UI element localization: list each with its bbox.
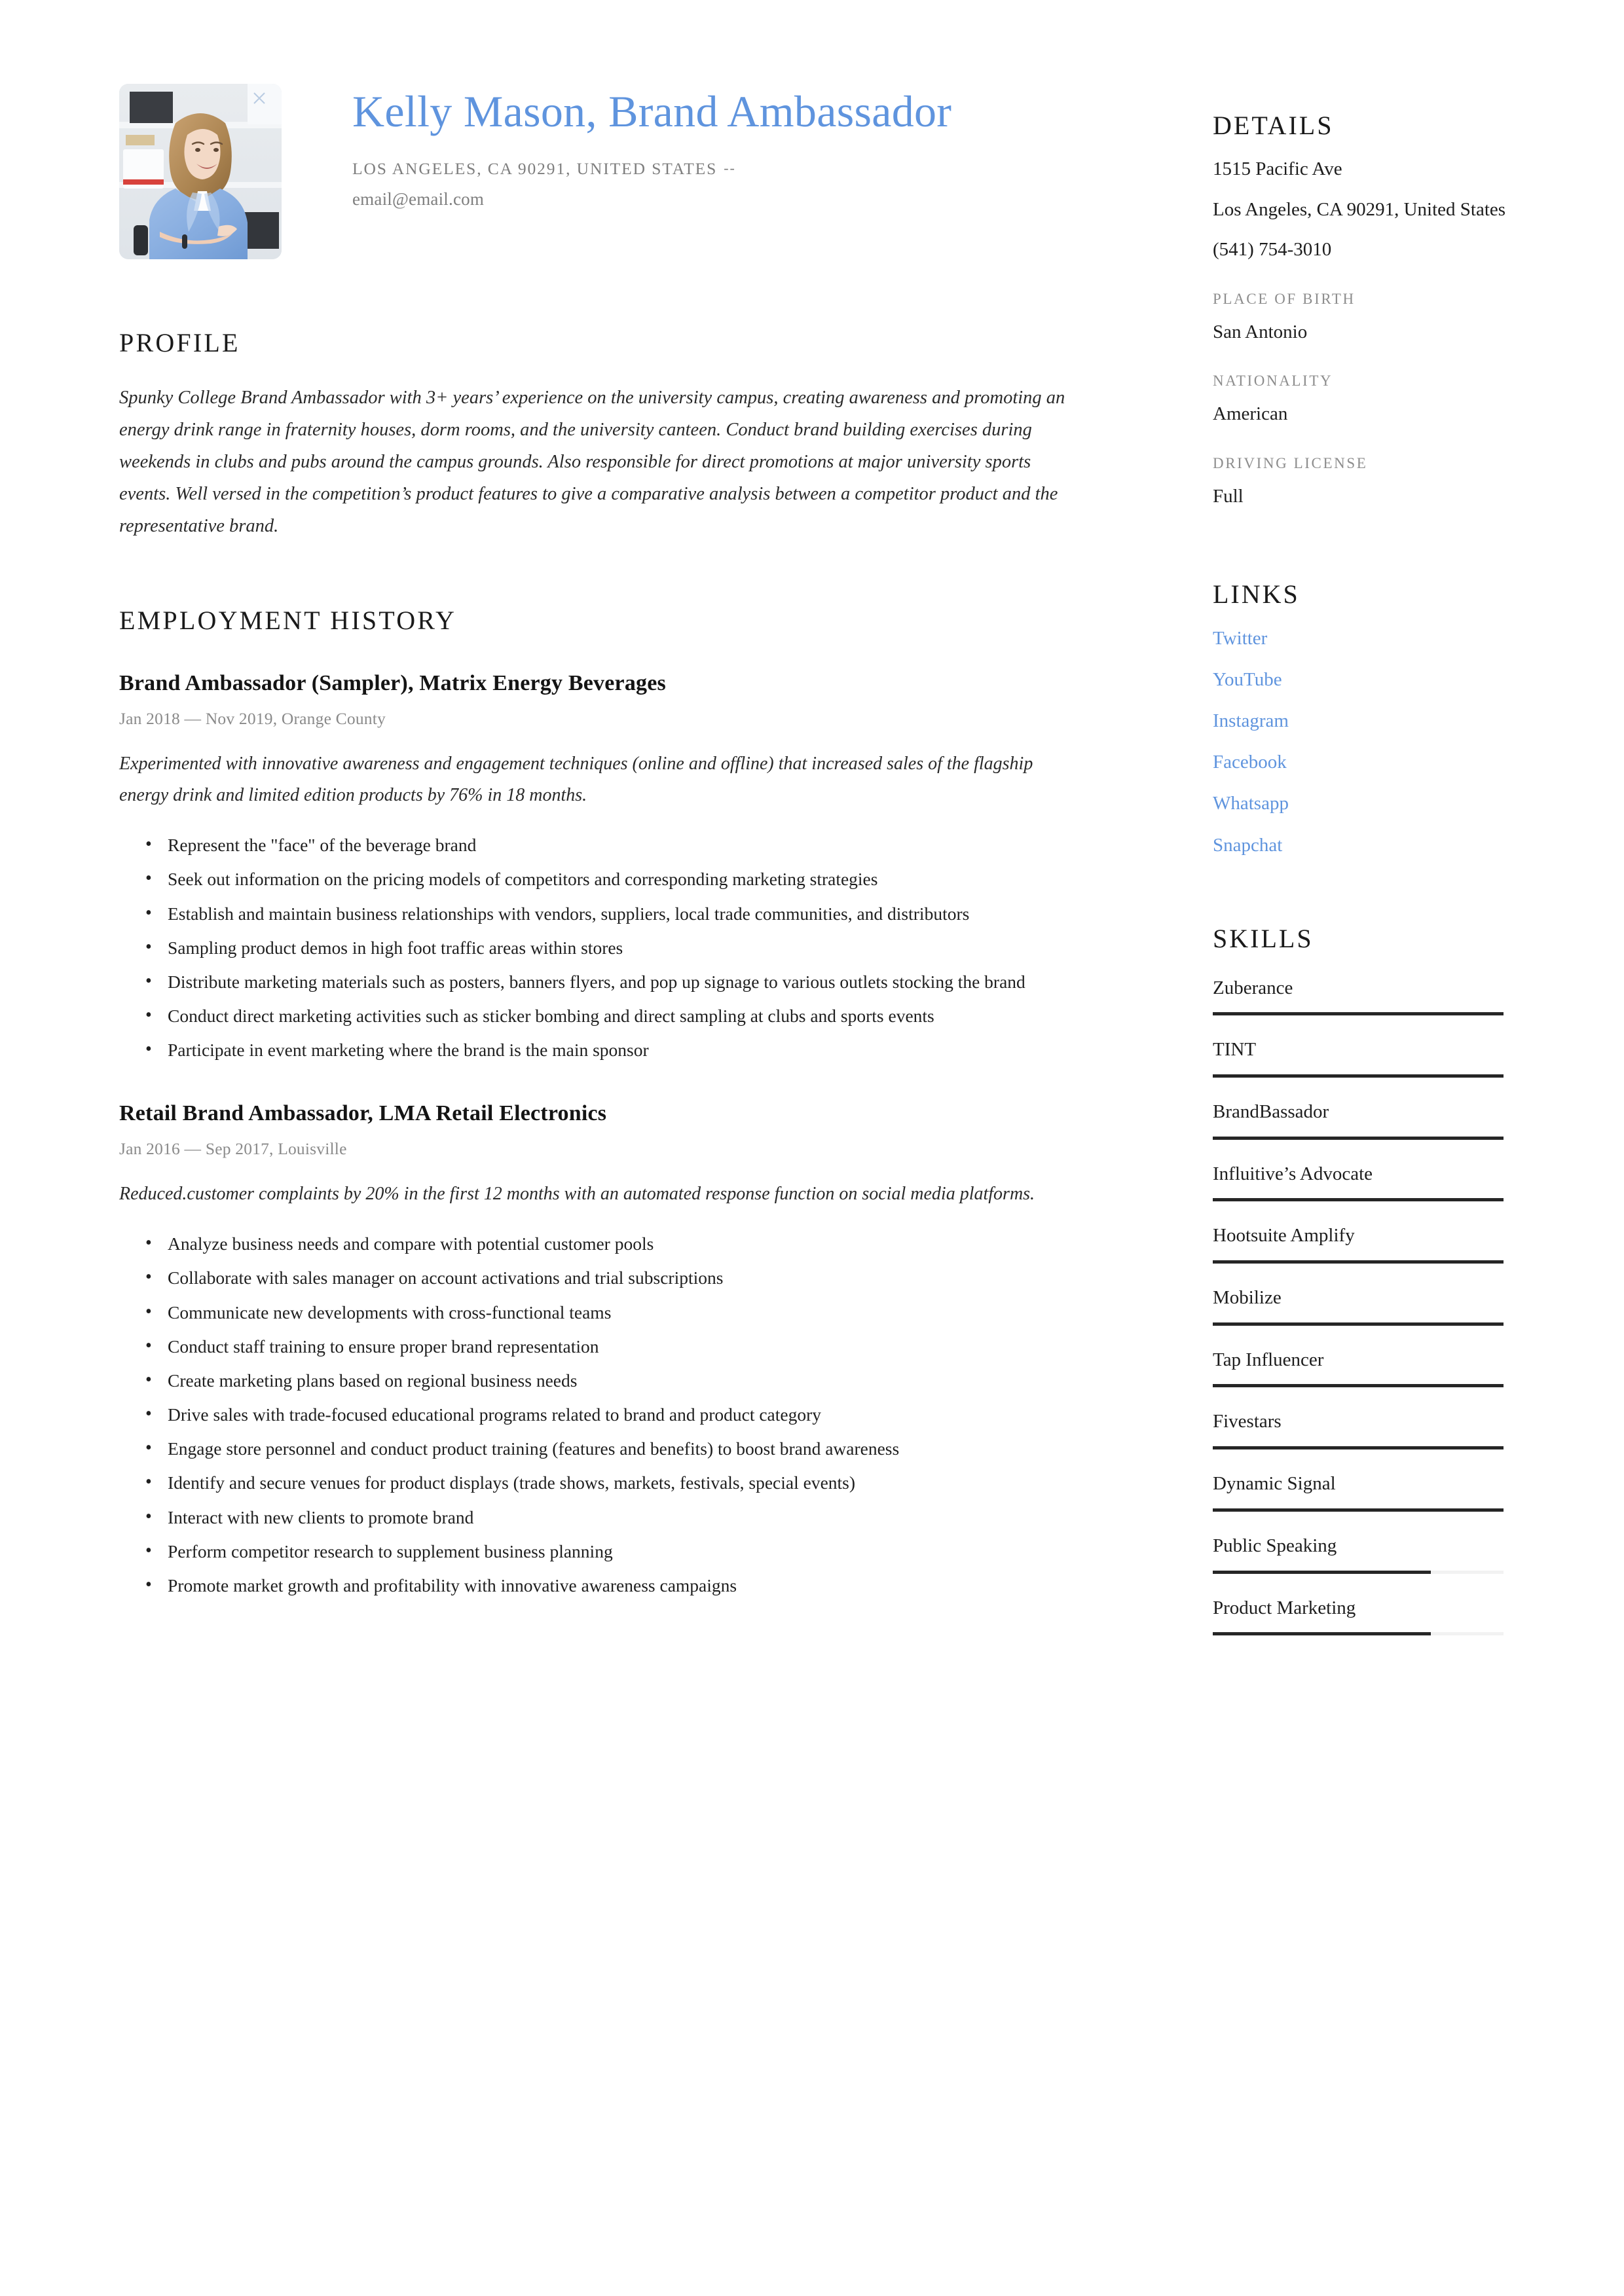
place-of-birth-value: San Antonio (1213, 321, 1308, 342)
job-entry (119, 671, 1088, 1066)
contact-line (352, 155, 942, 215)
link-facebook[interactable]: Facebook (1213, 752, 1287, 773)
nationality-value: American (1213, 403, 1288, 424)
link-youtube[interactable]: YouTube (1213, 669, 1282, 691)
skill-name: Influitive’s Advocate (1213, 1163, 1373, 1184)
skills-section (1213, 923, 1506, 1636)
page-title: Kelly Mason, Brand Ambassador (352, 86, 952, 136)
bullet-item: • Drive sales with trade-focused educational programs related to brand and product category (155, 1400, 1084, 1430)
skill-row (1213, 1162, 1506, 1202)
skills-list (1213, 976, 1506, 1636)
details-heading: DETAILS (1213, 111, 1334, 140)
skill-level-bar (1213, 1632, 1504, 1635)
skill-name: Fivestars (1213, 1411, 1282, 1432)
location-text: LOS ANGELES, CA 90291, UNITED STATES (352, 158, 718, 178)
skill-level-bar (1213, 1571, 1504, 1574)
job-entry (119, 1101, 1088, 1601)
bullet-item: • Conduct direct marketing activities such as sticker bombing and direct sampling at clubs and sports events (155, 1001, 1084, 1031)
skill-name: Product Marketing (1213, 1597, 1356, 1618)
profile-text: Spunky College Brand Ambassador with 3+ years’ experience on the university campus, creating awareness and promoting an energy drink range in fraternity houses, dorm rooms, and the university canteen. Conduct brand building exercises during weekends in clubs and pubs around the campus grounds. Also responsible for direct promotions at major university sports events. Well versed in the competition’s product features to give a comparative analysis between a competitor product and the representative brand. (119, 388, 1065, 537)
skills-heading: SKILLS (1213, 923, 1314, 953)
bullet-item: • Perform competitor research to supplement business planning (155, 1537, 1084, 1567)
skill-level-bar (1213, 1137, 1504, 1140)
job-bullet-list (119, 1229, 1088, 1601)
job-title: Retail Brand Ambassador, LMA Retail Electronics (119, 1101, 607, 1125)
links-list (1213, 627, 1506, 858)
bullet-item: • Promote market growth and profitability with innovative awareness campaigns (155, 1571, 1084, 1601)
link-whatsapp[interactable]: Whatsapp (1213, 793, 1289, 814)
skill-level-bar (1213, 1446, 1504, 1449)
place-of-birth-label: PLACE OF BIRTH (1213, 290, 1356, 307)
skill-level-bar (1213, 1508, 1504, 1512)
nationality-label: NATIONALITY (1213, 373, 1333, 389)
bullet-item: • Interact with new clients to promote brand (155, 1503, 1084, 1533)
job-bullet-list (119, 830, 1088, 1065)
skill-level-bar (1213, 1260, 1504, 1264)
skill-row (1213, 976, 1506, 1016)
skill-level-bar (1213, 1322, 1504, 1326)
main-column (119, 84, 1088, 1605)
bullet-item: • Establish and maintain business relationships with vendors, suppliers, local trade communities, and distributors (155, 899, 1084, 929)
header-text-block (352, 84, 1088, 215)
skill-row (1213, 1410, 1506, 1449)
skill-row (1213, 1472, 1506, 1512)
skill-level-bar (1213, 1384, 1504, 1387)
portrait-photo (119, 84, 282, 259)
skill-row (1213, 1224, 1506, 1264)
address-line-2: Los Angeles, CA 90291, United States (1213, 198, 1506, 220)
bullet-item: • Represent the "face" of the beverage brand (155, 830, 1084, 860)
bullet-item: • Sampling product demos in high foot traffic areas within stores (155, 933, 1084, 963)
skill-row (1213, 1100, 1506, 1140)
bullet-item: • Distribute marketing materials such as posters, banners flyers, and pop up signage to various outlets stocking the brand (155, 967, 1084, 997)
email-text[interactable]: email@email.com (352, 189, 485, 210)
sidebar-column (1213, 110, 1506, 1635)
skill-name: Tap Influencer (1213, 1349, 1324, 1370)
bullet-item: • Conduct staff training to ensure proper brand representation (155, 1332, 1084, 1362)
job-title: Brand Ambassador (Sampler), Matrix Energy Beverages (119, 671, 666, 696)
skill-row (1213, 1348, 1506, 1388)
job-summary: Experimented with innovative awareness and engagement techniques (online and offline) that increased sales of the flagship energy drink and limited edition products by 76% in 18 months. (119, 754, 1033, 805)
links-section (1213, 579, 1506, 858)
skill-row (1213, 1596, 1506, 1636)
contact-separator: -- (724, 159, 736, 176)
skill-name: Public Speaking (1213, 1535, 1337, 1556)
employment-history-section (119, 605, 1088, 1601)
skill-row (1213, 1286, 1506, 1326)
skill-name: BrandBassador (1213, 1101, 1329, 1123)
details-section (1213, 110, 1506, 511)
bullet-item: • Collaborate with sales manager on account activations and trial subscriptions (155, 1263, 1084, 1293)
job-meta: Jan 2016 — Sep 2017, Louisville (119, 1139, 347, 1158)
bullet-item: • Seek out information on the pricing models of competitors and corresponding marketing strategies (155, 864, 1084, 894)
link-snapchat[interactable]: Snapchat (1213, 834, 1283, 856)
employment-heading: EMPLOYMENT HISTORY (119, 606, 457, 636)
skill-name: Hootsuite Amplify (1213, 1225, 1355, 1247)
skill-name: Zuberance (1213, 977, 1293, 998)
skill-row (1213, 1038, 1506, 1078)
bullet-item: • Communicate new developments with cross-functional teams (155, 1298, 1084, 1328)
link-instagram[interactable]: Instagram (1213, 710, 1289, 732)
profile-section (119, 327, 1088, 542)
skill-name: Mobilize (1213, 1287, 1282, 1309)
job-summary: Reduced.customer complaints by 20% in the first 12 months with an automated response function on social media platforms. (119, 1183, 1035, 1204)
link-twitter[interactable]: Twitter (1213, 628, 1268, 649)
job-meta: Jan 2018 — Nov 2019, Orange County (119, 709, 386, 729)
resume-header (119, 84, 1088, 259)
address-line-1: 1515 Pacific Ave (1213, 158, 1342, 179)
driving-license-label: DRIVING LICENSE (1213, 454, 1368, 471)
skill-level-bar (1213, 1074, 1504, 1078)
skill-level-bar (1213, 1198, 1504, 1201)
skill-name: TINT (1213, 1039, 1257, 1061)
bullet-item: • Identify and secure venues for product displays (trade shows, markets, festivals, special events) (155, 1468, 1084, 1498)
skill-level-bar (1213, 1012, 1504, 1015)
bullet-item: • Analyze business needs and compare with potential customer pools (155, 1229, 1084, 1259)
skill-row (1213, 1534, 1506, 1574)
bullet-item: • Engage store personnel and conduct product training (features and benefits) to boost brand awareness (155, 1434, 1084, 1464)
phone-number: (541) 754-3010 (1213, 239, 1332, 260)
links-heading: LINKS (1213, 579, 1300, 609)
bullet-item: • Create marketing plans based on regional business needs (155, 1366, 1084, 1396)
skill-name: Dynamic Signal (1213, 1473, 1336, 1495)
driving-license-value: Full (1213, 485, 1244, 507)
bullet-item: • Participate in event marketing where the brand is the main sponsor (155, 1035, 1084, 1065)
profile-heading: PROFILE (119, 328, 240, 357)
